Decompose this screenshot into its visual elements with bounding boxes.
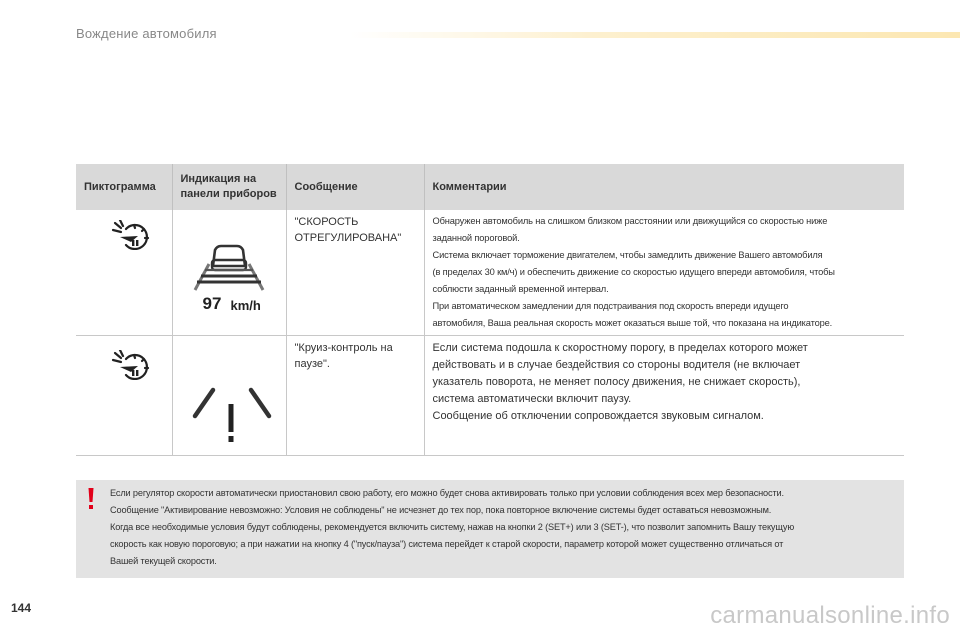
warning-text: Если регулятор скорости автоматически приостановил свою работу, его можно будет снова активировать только при условии соблюдения всех мер безопасности. Сообщение "Активирование невозможно: Условия не соблюдены" не исчезнет до тех пор, пока повторное включение системы будет оставаться невозможным. Когда все необходимые условия будут соблюдены, рекомендуется включить систему, нажав на кнопки 2 (SET+) или 3 (SET-), что позволит запомнить Вашу текущую скорость как новую пороговую; а при нажатии на кнопку 4 ("пуск/пауза") система перейдет к старой скорости, параметр которой может существенно отличаться от Вашей текущей скорости. [110, 488, 795, 566]
column-header-panel: Индикация на панели приборов [172, 164, 286, 210]
watermark: carmanualsonline.info [710, 602, 950, 629]
road-warning-exclamation-icon [183, 376, 279, 446]
message-cell [286, 336, 424, 456]
comment-text: Обнаружен автомобиль на слишком близком расстоянии или движущийся со скоростью ниже заданной пороговой. Система включает торможение двигателем, чтобы замедлить движение Вашего автомобиля (в пределах 30 км/ч) и обеспечить движение со скоростью идущего впереди автомобиля, чтобы соблюсти заданный временной интервал. При автоматическом замедлении для подстраивания под скорость впереди идущего автомобиля, Ваша реальная скорость может оказаться выше той, что показана на индикаторе. [432, 216, 835, 328]
pictogram-cell [76, 210, 172, 336]
speed-unit: km/h [230, 298, 261, 313]
message-text: "Круиз-контроль на паузе". [294, 342, 393, 370]
page-number: 144 [11, 601, 32, 615]
table-header-row [76, 164, 904, 210]
speed-value: 97 [202, 294, 222, 313]
distance-control-car-icon [179, 226, 279, 324]
column-header-comments: Комментарии [424, 164, 904, 210]
page-section-title: Вождение автомобиля [76, 26, 217, 41]
indicator-table [76, 164, 904, 456]
comment-cell [424, 210, 904, 336]
speedometer-pause-icon [106, 220, 152, 250]
panel-indication-cell [172, 336, 286, 456]
panel-indication-cell [172, 210, 286, 336]
pictogram-cell [76, 336, 172, 456]
table-row [76, 210, 904, 336]
comment-text: Если система подошла к скоростному порогу, в пределах которого может действовать и в случае бездействия со стороны водителя (не включает указатель поворота, не меняет полосу движения, не снижает скорость), система автоматически включит паузу. Сообщение об отключении сопровождается звуковым сигналом. [432, 342, 808, 422]
column-header-pictogram: Пиктограмма [76, 164, 172, 210]
table-row [76, 336, 904, 456]
exclamation-icon [84, 488, 98, 510]
header-accent-bar [350, 32, 960, 38]
message-text: "СКОРОСТЬ ОТРЕГУЛИРОВАНА" [294, 216, 402, 244]
speedometer-pause-icon [106, 350, 152, 380]
warning-box [76, 480, 904, 578]
comment-cell [424, 336, 904, 456]
column-header-message: Сообщение [286, 164, 424, 210]
message-cell [286, 210, 424, 336]
